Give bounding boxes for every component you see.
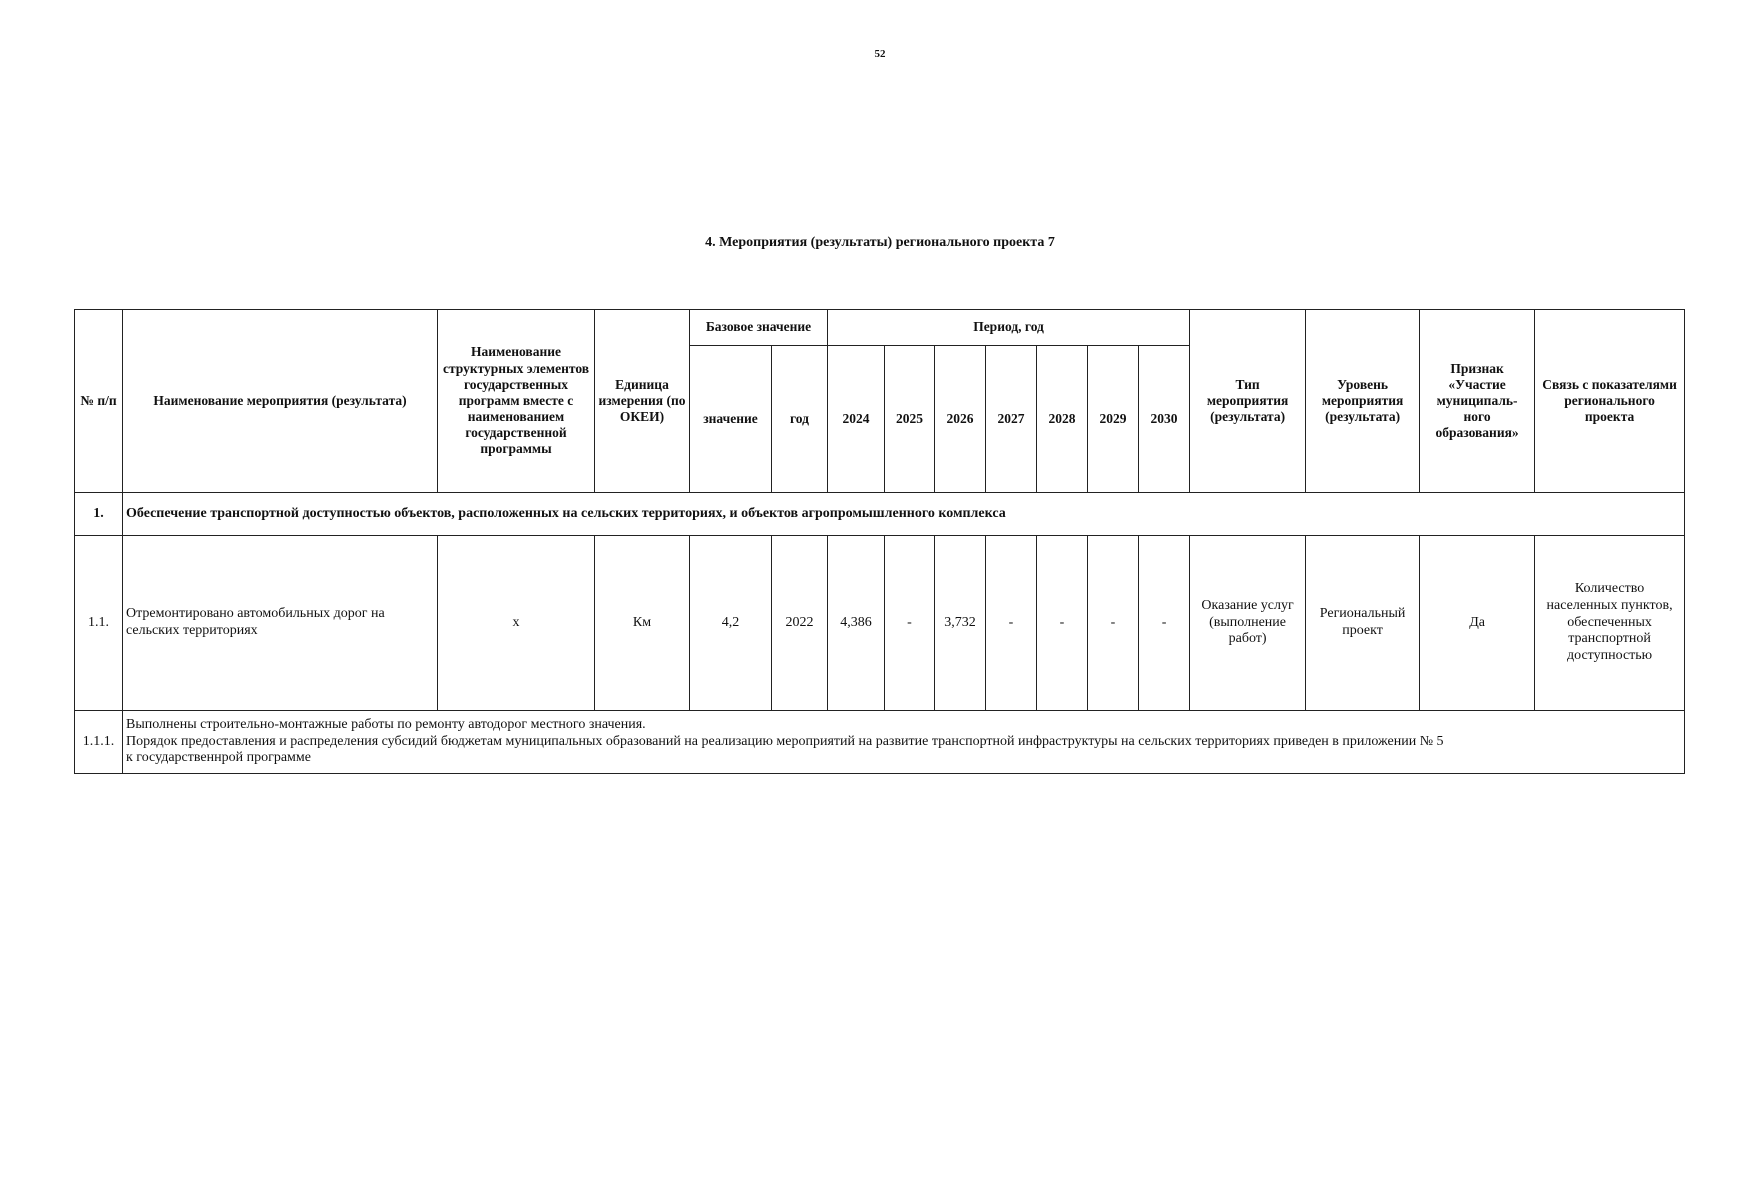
header-base-value-year: год <box>772 346 828 493</box>
header-event-name: Наименование мероприятия (результата) <box>123 310 438 493</box>
header-year-2025: 2025 <box>885 346 935 493</box>
note-text <box>123 711 1685 774</box>
note-line: к государственнрой программе <box>126 750 311 766</box>
item-unit: Км <box>595 536 690 711</box>
item-link: Количество населенных пунктов, обеспеченных транспортной доступностью <box>1535 536 1685 711</box>
item-value-2026: 3,732 <box>935 536 986 711</box>
header-row-1 <box>75 310 1685 346</box>
header-year-2030: 2030 <box>1139 346 1190 493</box>
item-value-2027: - <box>986 536 1037 711</box>
header-unit: Единица измерения (по ОКЕИ) <box>595 310 690 493</box>
note-row <box>75 711 1685 774</box>
item-value-2029: - <box>1088 536 1139 711</box>
note-num: 1.1.1. <box>75 711 123 774</box>
section-row <box>75 493 1685 536</box>
header-base-value-value: значение <box>690 346 772 493</box>
section-title: 4. Мероприятия (результаты) регионального проекта 7 <box>705 235 1055 250</box>
item-base-year: 2022 <box>772 536 828 711</box>
note-line: Выполнены строительно-монтажные работы по ремонту автодорог местного значения. <box>126 716 646 732</box>
header-year-2024: 2024 <box>828 346 885 493</box>
section-text: Обеспечение транспортной доступностью объектов, расположенных на сельских территориях, и объектов агропромышленного комплекса <box>123 493 1685 536</box>
item-value-2024: 4,386 <box>828 536 885 711</box>
header-num: № п/п <box>75 310 123 493</box>
item-level: Региональный проект <box>1306 536 1420 711</box>
note-line: Порядок предоставления и распределения субсидий бюджетам муниципальных образований на реализацию мероприятий на развитие транспортной инфраструктуры на сельских территориях приведен в приложении № 5 <box>126 733 1444 749</box>
item-base-value: 4,2 <box>690 536 772 711</box>
item-num: 1.1. <box>75 536 123 711</box>
header-year-2028: 2028 <box>1037 346 1088 493</box>
item-municipal: Да <box>1420 536 1535 711</box>
item-value-2030: - <box>1139 536 1190 711</box>
header-year-2029: 2029 <box>1088 346 1139 493</box>
events-table <box>74 309 1685 774</box>
header-municipal-flag: Признак «Участие муниципаль- ного образования» <box>1420 310 1535 493</box>
header-structural-elements: Наименование структурных элементов государственных программ вместе с наименованием государственной программы <box>438 310 595 493</box>
header-event-level: Уровень мероприятия (результата) <box>1306 310 1420 493</box>
page-number: 52 <box>874 48 886 60</box>
section-num: 1. <box>75 493 123 536</box>
item-structural: х <box>438 536 595 711</box>
item-value-2028: - <box>1037 536 1088 711</box>
header-link-indicators: Связь с показателями регионального проекта <box>1535 310 1685 493</box>
header-year-2026: 2026 <box>935 346 986 493</box>
header-year-2027: 2027 <box>986 346 1037 493</box>
item-value-2025: - <box>885 536 935 711</box>
header-base-value: Базовое значение <box>690 310 828 346</box>
item-name: Отремонтировано автомобильных дорог на сельских территориях <box>123 536 438 711</box>
table-row <box>75 536 1685 711</box>
header-period: Период, год <box>828 310 1190 346</box>
header-event-type: Тип мероприятия (результата) <box>1190 310 1306 493</box>
item-type: Оказание услуг (выполнение работ) <box>1190 536 1306 711</box>
